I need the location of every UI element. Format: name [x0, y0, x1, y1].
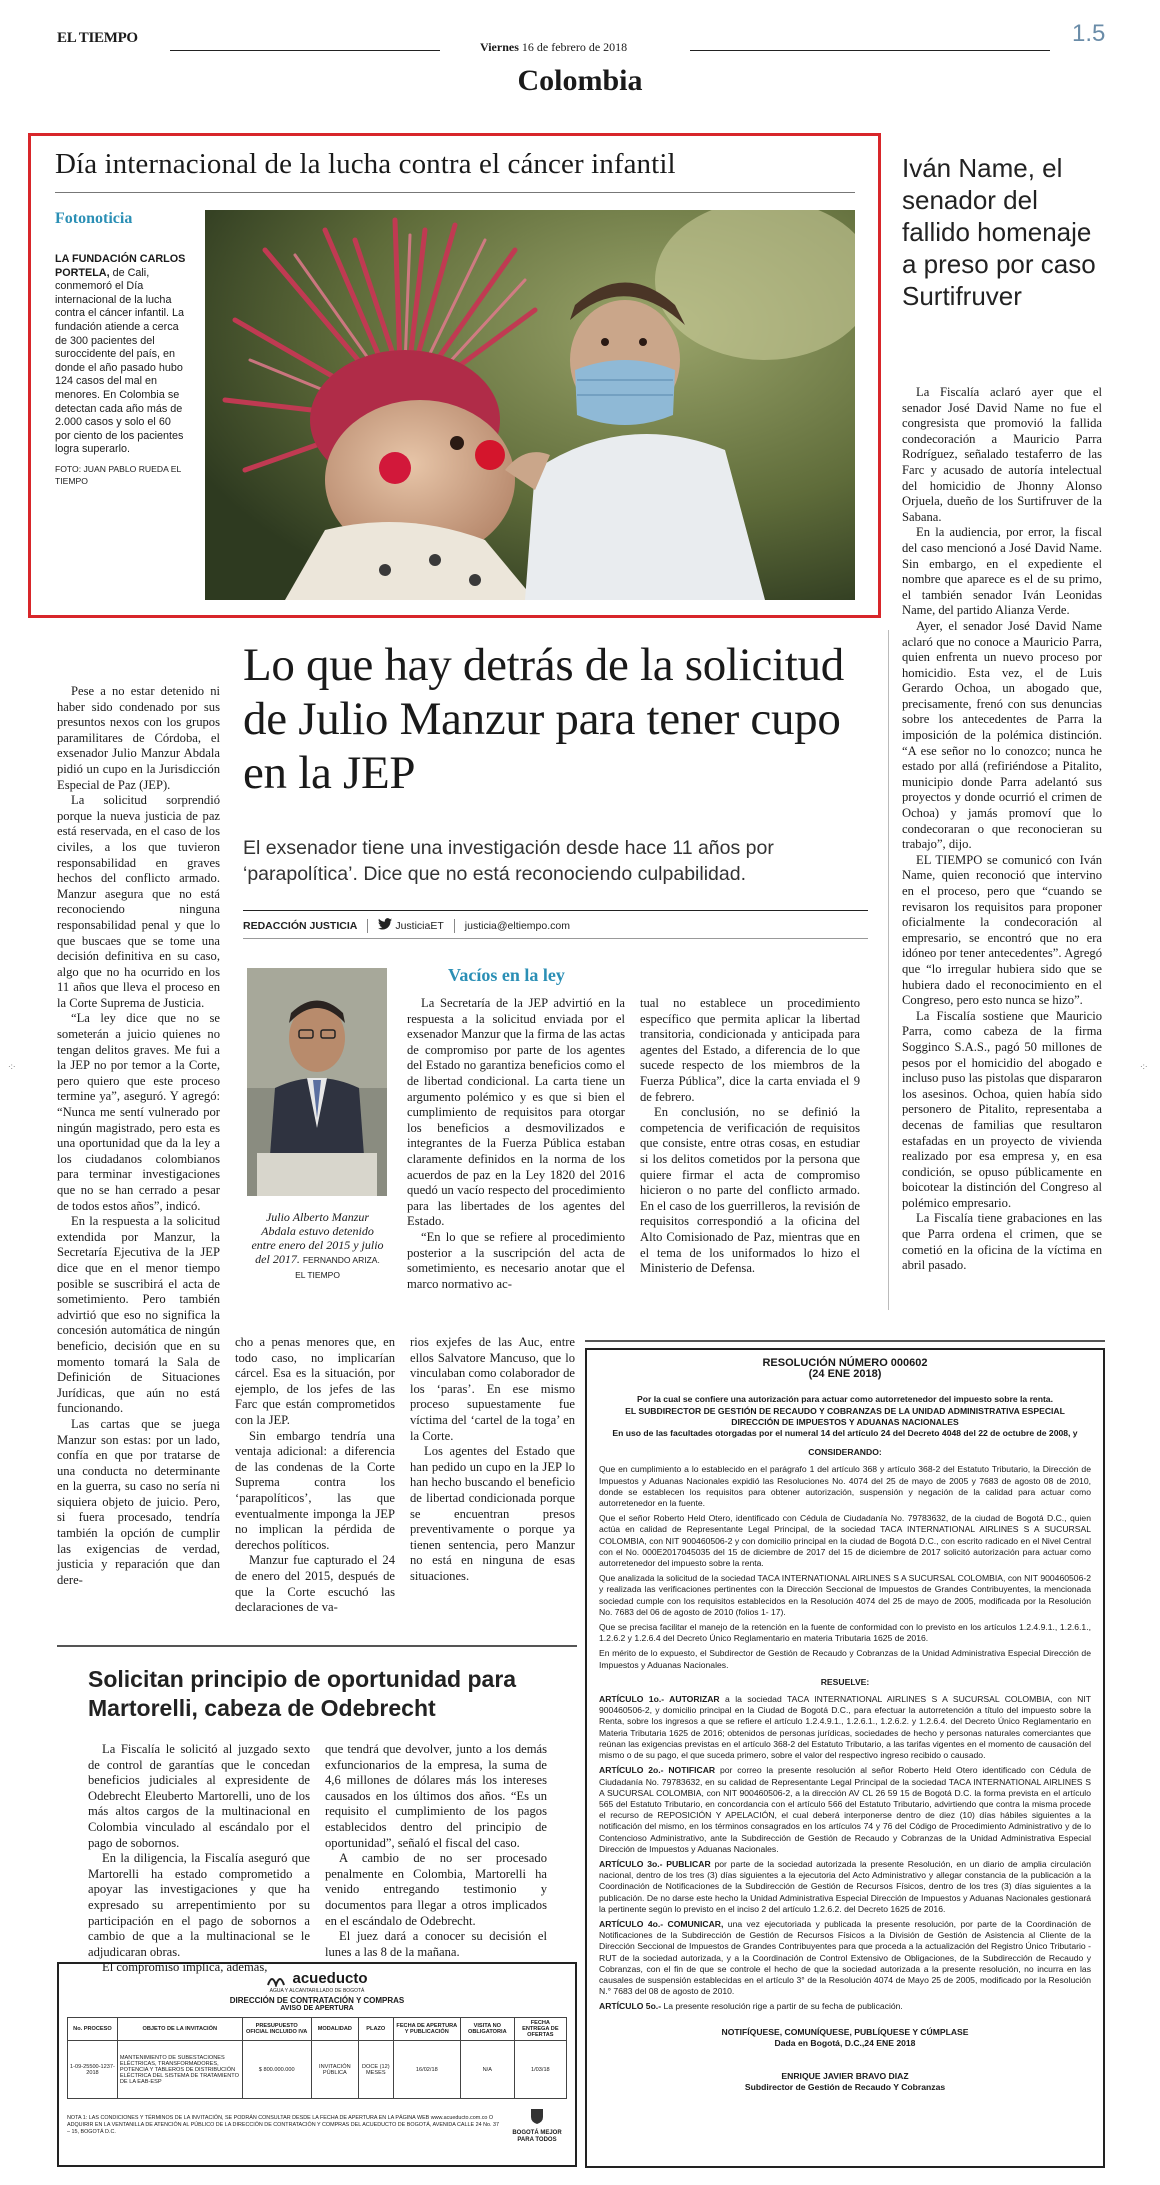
table-row — [68, 2041, 567, 2099]
martorelli-paragraph: que tendrá que devolver, junto a los demás exfuncionarios de la empresa, la suma de 4,6 millones de dólares más los intereses causados en los últimos dos años. “Es un requisito el cumplimiento de los pagos establecidos dentro del principio de oportunidad”, señaló el fiscal del caso. — [325, 1742, 547, 1850]
fotonoticia-headline-rule — [55, 192, 855, 193]
masthead-rule-right — [690, 50, 1050, 51]
fotonoticia-credit: FOTO: JUAN PABLO RUEDA EL TIEMPO — [55, 463, 181, 486]
page-number: 1.5 — [1072, 20, 1106, 47]
articulo: ARTÍCULO 5o.- La presente resolución rige a partir de su fecha de publicación. — [599, 2001, 903, 2012]
main-right-column — [640, 996, 860, 1277]
main-middle-column — [407, 996, 625, 1292]
resolucion-signer: ENRIQUE JAVIER BRAVO DIAZ — [781, 2070, 909, 2081]
main-bottom-col3 — [410, 1335, 575, 1585]
main-paragraph: Pese a no estar detenido ni haber sido condenado por sus presuntos nexos con los grupos paramilitares de Córdoba, el exsenador Julio Manzur Abdala pidió un cupo en la Jurisdicción Especial de Paz (JEP). — [57, 684, 220, 792]
main-paragraph: Las cartas que se juega Manzur son estas: por un lado, confía en que por tratarse de una conducta no determinante en la guerra, su caso no sería ni siquiera objeto de juicio. Pero, si fuera procesado, tendría también la opción de cumplir las exigencias de verdad, justicia y reparación que dan dere- — [57, 1416, 220, 1587]
clown-child-photo — [205, 210, 855, 600]
considerando-label: CONSIDERANDO: — [808, 1447, 882, 1458]
acueducto-drop-icon — [266, 1971, 288, 1987]
acueducto-ad — [57, 1962, 577, 2167]
resolucion-notice — [585, 1348, 1105, 2168]
acueducto-title1: DIRECCIÓN DE CONTRATACIÓN Y COMPRAS — [229, 1996, 405, 2005]
table-cell: INVITACIÓN PÚBLICA — [311, 2041, 358, 2099]
date-weekday: Viernes — [480, 40, 519, 54]
edge-mark-right: ·:· — [1140, 1062, 1148, 1071]
table-cell: 16/02/18 — [393, 2041, 460, 2099]
main-paragraph: tual no establece un procedimiento específico que permita aplicar la libertad transitoria, condicionada y anticipada para agentes del Estado, a diferencia de lo que sucede respecto de los miembros de la Fuerza Pública”, dice la carta enviada el 9 de febrero. — [640, 996, 860, 1104]
section-title: Colombia — [517, 64, 643, 97]
main-paragraph: “En lo que se refiere al procedimiento posterior a la suscripción del acta de sometimiento, es necesario anotar que el marco normativo ac- — [407, 1229, 625, 1291]
masthead-logo: EL TIEMPO — [57, 30, 138, 46]
sidebar-paragraph: Ayer, el senador José David Name aclaró que no conoce a Mauricio Parra, quien enfrenta un nuevo proceso por homicidio. Esta vez, el de Luis Gerardo Ochoa, un abogado que, precisamente, frenó con sus denuncias sobre los antecedentes de Parra la imposición de la polémica distinción. “A ese señor no lo conozco; nunca he estado por allá (refiriéndose a Pitalito, municipio donde Parra adelantó sus proyectos y donde ocurrió el crimen de Ochoa) y jamás promoví que lo condecoraran o que reconocieran su trabajo”, dijo. — [902, 618, 1102, 852]
table-cell: N/A — [460, 2041, 514, 2099]
sidebar-body — [902, 385, 1102, 1274]
table-header: PLAZO — [358, 2018, 393, 2041]
table-header: FECHA DE APERTURA Y PUBLICACIÓN — [393, 2018, 460, 2041]
table-header: OBJETO DE LA INVITACIÓN — [117, 2018, 242, 2041]
sidebar-paragraph: En la audiencia, por error, la fiscal del caso mencionó a José David Name. Sin embargo, en el expediente el nombre que aparece es el de su primo, el también senador Iván Leonidas Name, del partido Alianza Verde. — [902, 525, 1102, 618]
twitter-icon — [378, 918, 392, 933]
manzur-illustration — [247, 968, 387, 1196]
main-deck: El exsenador tiene una investigación desde hace 11 años por ‘parapolítica’. Dice que no está reconociendo culpabilidad. — [243, 837, 774, 885]
resolucion-authority2: DIRECCIÓN DE IMPUESTOS Y ADUANAS NACIONALES — [731, 1416, 959, 1427]
main-paragraph: rios exjefes de las Auc, entre ellos Salvatore Mancuso, que lo vinculaban como colaborador de los ‘paras’. En ese mismo proceso supuestamente fue víctima del ‘cartel de la toga’ en la Corte. — [410, 1335, 575, 1443]
fotonoticia-body: de Cali, conmemoró el Día internacional de la lucha contra el cáncer infantil. La fundación atiende a cerca de 300 pacientes del suroccidente del país, en donde el año pasado hubo 124 casos del mal en menores. En Colombia se detectan cada año más de 2.000 casos y solo el 60 por ciento de los pacientes logra superarlo. — [55, 266, 185, 456]
bogota-logo — [507, 2107, 567, 2144]
main-paragraph: La Secretaría de la JEP advirtió en la respuesta a la solicitud enviada por el exsenador Manzur que la firma de las actas de compromiso por parte de los agentes del Estado no garantiza beneficios como el de libertad condicional. La carta tiene un argumento polémico y es que si bien el cumplimiento de requisitos para otorgar los beneficios a desmovilizados e integrantes de la Fuerza Pública estaban claramente definidos en la norma de los acuerdos de paz en la Ley 1820 del 2016 quedó un vacío respecto del procedimiento para las libertades de los agentes del Estado. — [407, 996, 625, 1229]
resolucion-authority1: EL SUBDIRECTOR DE GESTIÓN DE RECAUDO Y COBRANZAS DE LA UNIDAD ADMINISTRATIVA ESPECIAL — [625, 1405, 1065, 1416]
table-cell: $ 800.000.000 — [242, 2041, 311, 2099]
martorelli-headline: Solicitan principio de oportunidad para Martorelli, cabeza de Odebrecht — [88, 1666, 517, 1721]
main-paragraph: “La ley dice que no se someterán a juicio quienes no tengan delitos graves. Me fui a la JEP no por temor a la Corte, pero quiero que este proceso termine ya”, aseguró. Y agregó: “Nunca me sentí vulnerado por ningún magistrado, pero esta es una oportunidad que da la ley a los ciudadanos colombianos para terminar investigaciones que no se han cerrado a pesar de todos estos años”, indicó. — [57, 1011, 220, 1213]
edge-mark-left: ·:· — [8, 1062, 16, 1071]
considerando-paragraph: Que analizada la solicitud de la sociedad TACA INTERNATIONAL AIRLINES S A SUCURSAL COLOMBIA, con NIT 900460506-2 y realizada las verificaciones pertinentes con la Dirección Seccional de Impuestos de Grandes Contribuyentes, la mencionada sociedad cumple con los requisitos establecidos en la Resolución 4074 del 25 de mayo de 2005, modificada por la Resolución No. 7683 del 06 de agosto de 2010 (folios 1- 17). — [599, 1573, 1091, 1617]
sidebar-headline: Iván Name, el senador del fallido homenaje a preso por caso Surtifruver — [902, 153, 1096, 311]
considerando-paragraph: Que en cumplimiento a lo establecido en el parágrafo 1 del artículo 368 y artículo 368-2 del Estatuto Tributario, la Dirección de Impuestos y Aduanas Nacionales expidió las Resoluciones No. 4074 del 25 de mayo de 2005 y 7683 de agosto 08 de 2010, donde se establecen los requisitos para obtener autorización, suspensión y negación de la calidad para actuar como autorretenedor en la fuente. — [599, 1464, 1091, 1509]
fotonoticia-kicker: Fotonoticia — [55, 210, 133, 227]
resolucion-top-rule — [585, 1340, 1105, 1342]
sidebar-paragraph: La Fiscalía tiene grabaciones en las que Parra ordena el crimen, que se cometió en la oficina de la víctima en abril pasado. — [902, 1211, 1102, 1273]
resolucion-closing-date: Dada en Bogotá, D.C.,24 ENE 2018 — [774, 2037, 916, 2048]
masthead-date — [480, 40, 627, 55]
table-header: VISITA NO OBLIGATORIA — [460, 2018, 514, 2041]
main-paragraph: En la respuesta a la solicitud extendida por Manzur, la Secretaría Ejecutiva de la JEP dice que en el menor tiempo posible se suscribirá el acta de sometimiento. Pero también advirtió que eso no significa la concesión automática de ningún beneficio, decisión que en su momento tomará la Sala de Definición de Situaciones Jurídicas, que aún no está funcionando. — [57, 1214, 220, 1416]
table-cell: MANTENIMIENTO DE SUBESTACIONES ELÉCTRICAS, TRANSFORMADORES, POTENCIA Y TABLEROS DE DISTRIBUCIÓN ELÉCTRICA DEL SISTEMA DE TRATAMIENTO DE LA EAB-ESP — [117, 2041, 242, 2099]
fotonoticia-text — [55, 253, 187, 487]
articulo: ARTÍCULO 4o.- COMUNICAR, una vez ejecutoriada y publicada la presente resolución, por parte de la Coordinación de Notificaciones de la Subdirección de Gestión de Recursos Físicos a la División de Gestión de Asistencia al Cliente de la Dirección Seccional de Impuestos de Grandes Contribuyentes para que proceda a la actualización del Registro Único Tributario - RUT de la sociedad autorizada, y a la Coordinación de Control Extensivo de Obligaciones, de la Subdirección de Recaudo y Cobranzas, con el fin de que se controle el hecho de que la sociedad autorizada a la presente resolución, no incurra en las causales de suspensión establecidas en el artículo 3° de la Resolución 4074 de Mayo 25 de 2005, modificado por la Resolución N.° 7683 del 08 de agosto de 2010. — [599, 1918, 1091, 1997]
resolucion-closing: NOTIFÍQUESE, COMUNÍQUESE, PUBLÍQUESE Y CÚMPLASE — [721, 2026, 969, 2037]
main-paragraph: Manzur fue capturado el 24 de enero del 2015, después de que la Corte escuchó las declaraciones de va- — [235, 1553, 395, 1615]
resolucion-subject: Por la cual se confiere una autorización para actuar como autorretenedor del impuesto sobre la renta. — [637, 1394, 1053, 1405]
acueducto-title2: AVISO DE APERTURA — [280, 2005, 354, 2012]
resolucion-faculties: En uso de las facultades otorgadas por el numeral 14 del artículo 24 del Decreto 4048 del 22 de octubre de 2008, y — [612, 1428, 1078, 1439]
table-header: No. PROCESO — [68, 2018, 118, 2041]
acueducto-logo-sub: AGUA Y ALCANTARILLADO DE BOGOTÁ — [269, 1988, 365, 1994]
bogota-logo-text: BOGOTÁ MEJOR PARA TODOS — [512, 2130, 562, 2143]
manzur-photo — [247, 968, 387, 1196]
table-header: MODALIDAD — [311, 2018, 358, 2041]
articulo: ARTÍCULO 3o.- PUBLICAR por parte de la sociedad autorizada la presente Resolución, en un diario de amplia circulación nacional, dentro de los tres (3) días siguientes a la ejecutoria del Acto Administrativo y allegar constancia de la publicación a la Coordinación de Notificaciones de la Subdirección de Gestión de Recursos Físicos, dentro de los tres (3) días siguientes a la publicación. De no darse este hecho la Unidad Administrativa Especial Dirección de Impuestos y Aduanas Nacionales gestionará la pertinente según lo previsto en el inciso 2 del artículo 1.2.6.2. del Decreto 1625 de 2016. — [599, 1858, 1092, 1914]
acueducto-logo-text: acueducto — [292, 1970, 368, 1987]
acueducto-table — [67, 2017, 567, 2099]
martorelli-paragraph: El juez dará a conocer su decisión el lunes a las 8 de la mañana. — [325, 1929, 547, 1959]
considerando-paragraph: En mérito de lo expuesto, el Subdirector de Gestión de Recaudo y Cobranzas de la Unidad Administrativa Especial Dirección de Impuestos y Aduanas Nacionales. — [599, 1648, 1091, 1670]
main-paragraph: Los agentes del Estado que han pedido un cupo en la JEP lo han hecho buscando el beneficio de libertad condicionada porque se encuentran presos preventivamente o porque ya tienen sentencia, pero Manzur no está en ninguna de esas situaciones. — [410, 1444, 575, 1583]
martorelli-col1 — [88, 1742, 310, 1976]
table-header: PRESUPUESTO OFICIAL INCLUIDO IVA — [242, 2018, 311, 2041]
main-paragraph: La solicitud sorprendió porque la nueva justicia de paz está reservada, en el caso de los civiles, a los que tuvieron responsabilidad en graves hechos del conflicto armado. Manzur asegura que no está reconociendo ninguna responsabilidad penal y que lo que buscaes que se tome una decisión definitiva en su caso, algo que no ha ocurrido en los 11 años que lleva el proceso en la Corte Suprema de Justicia. — [57, 793, 220, 1010]
table-cell: DOCE (12) MESES — [358, 2041, 393, 2099]
date-rest: 16 de febrero de 2018 — [521, 40, 628, 54]
photo-credit: FERNANDO ARIZA. EL TIEMPO — [295, 1255, 380, 1280]
email-link[interactable]: justicia@eltiempo.com — [464, 919, 570, 932]
masthead-rule-left — [170, 50, 440, 51]
resuelve-label: RESUELVE: — [820, 1676, 870, 1687]
sidebar-paragraph: EL TIEMPO se comunicó con Iván Name, quien reconoció que intervino en el proceso, pero que “cuando se revisaron los requisitos para proponer oficialmente la condecoración al empresario, se encontró que no era idóneo por tener antecedentes”. Agregó que “lo irregular hubiera sido que se hubiera dado el reconocimiento en el Congreso, pero esto nunca se hizo”. — [902, 852, 1102, 1008]
articulo: ARTÍCULO 2o.- NOTIFICAR por correo la presente resolución al señor Roberto Held Otero identificado con Cédula de Ciudadanía No. 79783632, en su calidad de Representante Legal Principal de la sociedad TACA INTERNATIONAL AIRLINES S A SUCURSAL COLOMBIA, con NIT 900460506-2, a la dirección AV CL 26 59 15 de Bogotá D.C. la forma prevista en el artículo 565 del Estatuto Tributario, en concordancia con el artículo 566 del Estatuto Tributario, advirtiendo que contra la misma procede el recurso de REPOSICIÓN Y APELACIÓN, el cual deberá interponerse dentro de diez (10) días hábiles siguientes a la notificación del mismo, en los términos consagrados en los artículos 74 y 76 del Código de Procedimiento Administrativo y de lo Contencioso Administrativo, ante la Subdirección de Gestión de Recaudo y Cobranzas de la Unidad Administrativa Especial Dirección de Impuestos y Aduanas Nacionales. — [599, 1765, 1091, 1854]
byline-rule — [243, 910, 868, 911]
martorelli-paragraph: El compromiso implica, además, — [102, 1960, 268, 1975]
fotonoticia-lead: LA FUNDACIÓN CARLOS PORTELA, — [55, 253, 186, 279]
martorelli-top-rule — [57, 1645, 577, 1647]
table-header: FECHA ENTREGA DE OFERTAS — [514, 2018, 566, 2041]
acueducto-logo — [67, 1970, 567, 1994]
table-cell: 1/03/18 — [514, 2041, 566, 2099]
twitter-handle[interactable]: JusticiaET — [395, 919, 444, 932]
main-headline: Lo que hay detrás de la solicitud de Julio Manzur para tener cupo en la JEP — [243, 639, 844, 799]
martorelli-col2 — [325, 1742, 547, 1960]
main-paragraph: En conclusión, no se definió la competencia de verificación de requisitos que consiste, entre otras cosas, en estudiar si los delitos cometidos por la persona que quiere firmar el acta de compromiso hicieron o no parte del conflicto armado. En el caso de los guerrilleros, la revisión de requisitos correspondió a la oficina del Alto Comisionado de Paz, mientras que en el tema de los uniformados lo hizo el Ministerio de Defensa. — [640, 1105, 860, 1276]
resolucion-signer-title: Subdirector de Gestión de Recaudo Y Cobranzas — [744, 2082, 946, 2093]
martorelli-paragraph: A cambio de no ser procesado penalmente en Colombia, Martorelli ha venido entregando testimonio y documentos para llegar a otros implicados en el escándalo de Odebrecht. — [325, 1851, 547, 1928]
main-left-column — [57, 684, 220, 1588]
sidebar-divider — [888, 630, 889, 1310]
resolucion-title: RESOLUCIÓN NÚMERO 000602 — [762, 1357, 928, 1369]
photo-caption: Julio Alberto Manzur Abdala estuvo detenido entre enero del 2015 y julio del 2017. — [251, 1210, 384, 1266]
manzur-caption — [250, 1210, 385, 1282]
table-cell: 1-09-25500-1237-2018 — [68, 2041, 118, 2099]
considerando-paragraph: Que se precisa facilitar el manejo de la retención en la fuente de conformidad con lo previsto en los artículos 1.2.4.9.1., 1.2.6.1., 1.2.6.2 y 1.2.6.4 del Decreto Único Reglamentario en materia Tributaria 1625 de 2016. — [599, 1622, 1091, 1644]
fotonoticia-headline: Día internacional de la lucha contra el cáncer infantil — [55, 148, 676, 180]
byline: REDACCIÓN JUSTICIA — [243, 919, 358, 932]
bogota-shield-icon — [528, 2107, 546, 2125]
main-subhead: Vacíos en la ley — [448, 965, 565, 985]
byline-rule-bottom — [243, 938, 868, 939]
sidebar-paragraph: La Fiscalía sostiene que Mauricio Parra, como cabeza de la firma Sogginco S.A.S., pagó 50 millones de pesos por el homicidio del abogado e incluso puso las pistolas que dispararon los asesinos. Ochoa, quien había sido personero de Pitalito, representaba a decenas de familias que resultaron estafadas en un proyecto de vivienda realizado por esa empresa y, en esa condición, se opuso públicamente en boicotear la distinción del Congreso al polémico empresario. — [902, 1008, 1102, 1210]
resolucion-date: (24 ENE 2018) — [808, 1368, 882, 1381]
martorelli-paragraph: En la diligencia, la Fiscalía aseguró que Martorelli ha estado comprometido a apoyar las investigaciones y que ha expresado su arrepentimiento por su participación en el pago de sobornos a cambio de que a la multinacional se le adjudicaran obras. — [88, 1851, 310, 1959]
main-bottom-col2 — [235, 1335, 395, 1616]
articulo: ARTÍCULO 1o.- AUTORIZAR a la sociedad TACA INTERNATIONAL AIRLINES S A SUCURSAL COLOMBIA, con NIT 900460506-2, y domicilio principal en la Ciudad de Bogotá D.C., para efectuar la autorretención a título del impuesto sobre la Renta, sobre los ingresos a que se refiere el artículo 1.2.4.9.1., 1.2.6.1., 1.2.6.2. y 1.2.6.4. del Decreto Único Reglamentario en Materia Tributaria 1625 de 2016; obtenidos de personas jurídicas, sociedades de hecho y personas naturales comerciantes que reúnan las exigencias previstas en el artículo 368-2 del Estatuto Tributario, a las tarifas vigentes en el momento de causación del mismo o de su pago, el que suceda primero, sobre el valor del respectivo ingreso recibido o causado. — [599, 1694, 1091, 1761]
acueducto-footer: NOTA 1: LAS CONDICIONES Y TÉRMINOS DE LA INVITACIÓN, SE PODRÁN CONSULTAR DESDE LA FECHA DE APERTURA EN LA PÁGINA WEB www.acueducto.com.co O ADQUIRIR EN LA VENTANILLA DE ATENCIÓN AL PÚBLICO DE LA DIRECCIÓN DE CONTRATACIÓN Y COMPRAS DEL ACUEDUCTO DE BOGOTÁ, AVENIDA CALLE 24 No. 37 – 15, BOGOTÁ D.C. — [67, 2115, 499, 2135]
martorelli-paragraph: La Fiscalía le solicitó al juzgado sexto de control de garantías que le concedan beneficios judiciales al expresidente de Odebrecht Eleuberto Martorelli, uno de los más altos cargos de la multinacional en Colombia vinculado al escándalo por el pago de sobornos. — [88, 1742, 310, 1850]
byline-bar — [243, 918, 868, 933]
main-paragraph: Sin embargo tendría una ventaja adicional: a diferencia de las condenas de la Corte Suprema contra los ‘parapolíticos’, las que eventualmente imponga la JEP no implican la pérdida de derechos políticos. — [235, 1428, 395, 1552]
sidebar-paragraph: La Fiscalía aclaró ayer que el senador José David Name no fue el congresista que promovió la fallida condecoración a Mauricio Parra Rodríguez, señalado testaferro de las Farc y acusado de autoría intelectual del homicidio de Jhonny Alonso Orjuela, dueño de los Surtifruver de la Sabana. — [902, 385, 1102, 524]
considerando-paragraph: Que el señor Roberto Held Otero, identificado con Cédula de Ciudadanía No. 79783632, de la ciudad de Bogotá D.C., quien actúa en calidad de Representante Legal Principal, de la sociedad TACA INTERNATIONAL AIRLINES S A SUCURSAL COLOMBIA, con NIT 900460506-2 y con domicilio principal en la ciudad de Bogotá D.C., con escrito radicado en el Nivel Central con el No. 000E2017045035 del 15 de diciembre de 2017 del 15 de diciembre de 2017 solicitó autorización para actuar como autorretenedor del impuesto sobre la renta. — [599, 1513, 1091, 1569]
clown-child-illustration — [205, 210, 855, 600]
table-header-row — [68, 2018, 567, 2041]
main-paragraph: cho a penas menores que, en todo caso, no implicarían cárcel. Esa es la situación, por ejemplo, de los jefes de las Farc que están comprometidos con la JEP. — [235, 1335, 395, 1427]
